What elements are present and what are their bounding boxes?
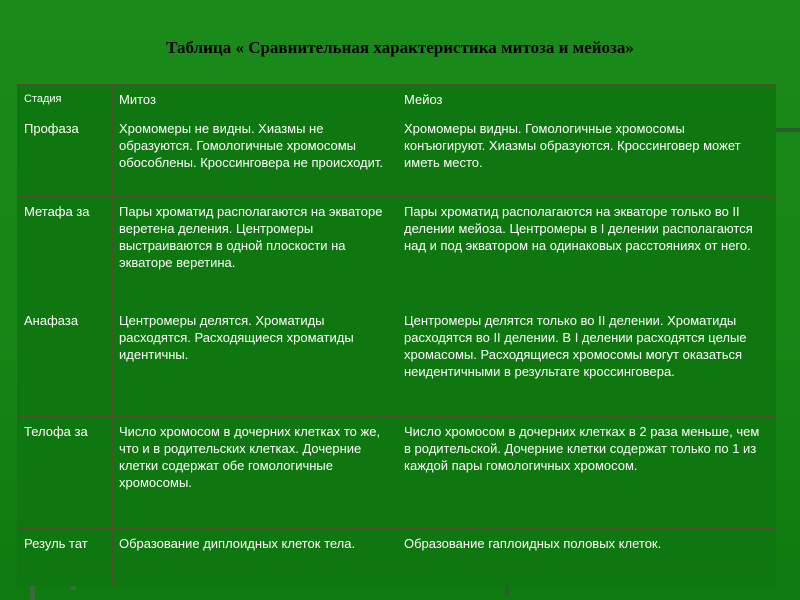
stage-cell: Метафа за: [18, 197, 113, 306]
mitosis-cell: Хромомеры не видны. Хиазмы не образуются. Гомологичные хромосомы обособлены. Кроссинговера не происходит.: [113, 114, 398, 197]
meiosis-cell: Пары хроматид располагаются на экваторе только во II делении мейоза. Центромеры в I делении располагаются над и под экватором на одинаковых расстояниях от него.: [398, 197, 776, 306]
header-meiosis: Мейоз: [398, 85, 776, 114]
table-row: [18, 114, 776, 197]
comparison-table: [17, 84, 776, 586]
table-row: [18, 306, 776, 417]
meiosis-cell: Число хромосом в дочерних клетках в 2 раза меньше, чем в родительской. Дочерние клетки содержат только по 1 из каждой пары гомологичных хромосом.: [398, 417, 776, 529]
stage-cell: Резуль тат: [18, 529, 113, 586]
header-mitosis: Митоз: [113, 85, 398, 114]
stage-cell: Анафаза: [18, 306, 113, 417]
meiosis-cell: Образование гаплоидных половых клеток.: [398, 529, 776, 586]
stage-cell: Профаза: [18, 114, 113, 197]
table-header-row: [18, 85, 776, 114]
table-row: [18, 529, 776, 586]
mitosis-cell: Пары хроматид располагаются на экваторе веретена деления. Центромеры выстраиваются в одной плоскости на экваторе веретина.: [113, 197, 398, 306]
stage-cell: Телофа за: [18, 417, 113, 529]
header-stage: Стадия: [18, 85, 113, 114]
meiosis-cell: Хромомеры видны. Гомологичные хромосомы конъюгируют. Хиазмы образуются. Кроссинговер может иметь место.: [398, 114, 776, 197]
mitosis-cell: Центромеры делятся. Хроматиды расходятся. Расходящиеся хроматиды идентичны.: [113, 306, 398, 417]
mitosis-cell: Число хромосом в дочерних клетках то же, что и в родительских клетках. Дочерние клетки содержат обе гомологичные хромосомы.: [113, 417, 398, 529]
table-row: [18, 417, 776, 529]
slide-title-text: Таблица « Сравнительная характеристика митоза и мейоза»: [166, 38, 634, 57]
meiosis-cell: Центромеры делятся только во II делении. Хроматиды расходятся во II делении. В I делении расходятся целые хромасомы. Расходящиеся хромосомы могут оказаться неидентичными в результате кроссинговера.: [398, 306, 776, 417]
table-row: [18, 197, 776, 306]
mitosis-cell: Образование диплоидных клеток тела.: [113, 529, 398, 586]
slide-title: [0, 38, 800, 58]
